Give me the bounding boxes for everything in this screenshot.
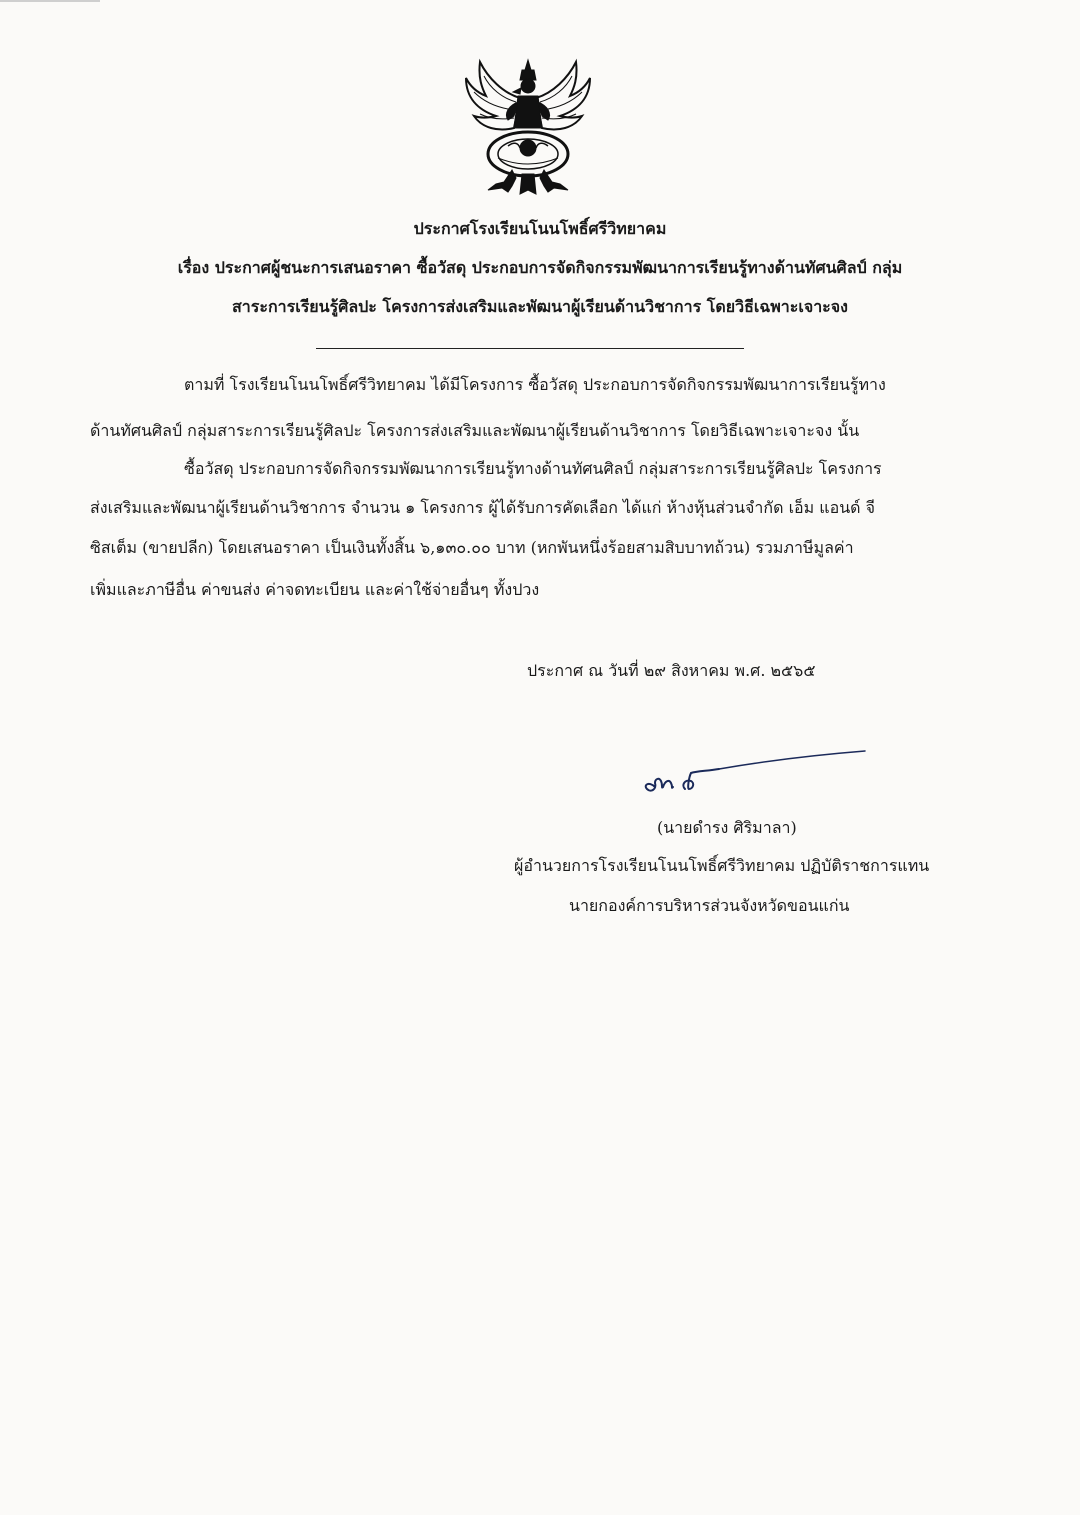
paragraph-1-line-1: ตามที่ โรงเรียนโนนโพธิ์ศรีวิทยาคม ได้มีโครงการ ซื้อวัสดุ ประกอบการจัดกิจกรรมพัฒนาการเรียนรู้ทาง [184, 375, 886, 394]
subject-line-2: สาระการเรียนรู้ศิลปะ โครงการส่งเสริมและพัฒนาผู้เรียนด้านวิชาการ โดยวิธีเฉพาะเจาะจง [232, 297, 848, 316]
scan-edge-mark [0, 0, 100, 2]
paragraph-2-line-4: เพิ่มและภาษีอื่น ค่าขนส่ง ค่าจดทะเบียน และค่าใช้จ่ายอื่นๆ ทั้งปวง [90, 580, 540, 599]
paragraph-1-line-2: ด้านทัศนศิลป์ กลุ่มสาระการเรียนรู้ศิลปะ โครงการส่งเสริมและพัฒนาผู้เรียนด้านวิชาการ โดยวิธีเฉพาะเจาะจง นั้น [90, 421, 860, 440]
paragraph-2-line-2: ส่งเสริมและพัฒนาผู้เรียนด้านวิชาการ จำนวน ๑ โครงการ ผู้ได้รับการคัดเลือก ได้แก่ ห้างหุ้นส่วนจำกัด เอ็ม แอนด์ จี [90, 498, 875, 517]
heading-divider [316, 348, 744, 349]
subject-line-1: เรื่อง ประกาศผู้ชนะการเสนอราคา ซื้อวัสดุ ประกอบการจัดกิจกรรมพัฒนาการเรียนรู้ทางด้านทัศนศิลป์ กลุ่ม [177, 258, 903, 277]
garuda-emblem-icon [458, 58, 598, 198]
paragraph-2-line-1: ซื้อวัสดุ ประกอบการจัดกิจกรรมพัฒนาการเรียนรู้ทางด้านทัศนศิลป์ กลุ่มสาระการเรียนรู้ศิลปะ โครงการ [184, 459, 882, 478]
paragraph-2-line-3: ซิสเต็ม (ขายปลีก) โดยเสนอราคา เป็นเงินทั้งสิ้น ๖,๑๓๐.๐๐ บาท (หกพันหนึ่งร้อยสามสิบบาทถ้วน) รวมภาษีมูลค่า [90, 538, 854, 557]
handwritten-signature-icon [615, 745, 870, 795]
document-title: ประกาศโรงเรียนโนนโพธิ์ศรีวิทยาคม [413, 219, 667, 238]
signatory-position-line-2: นายกองค์การบริหารส่วนจังหวัดขอนแก่น [569, 896, 850, 915]
announcement-date: ประกาศ ณ วันที่ ๒๙ สิงหาคม พ.ศ. ๒๕๖๕ [527, 661, 816, 680]
signatory-name: (นายดำรง ศิริมาลา) [657, 818, 797, 837]
signatory-position-line-1: ผู้อำนวยการโรงเรียนโนนโพธิ์ศรีวิทยาคม ปฏิบัติราชการแทน [514, 856, 930, 875]
